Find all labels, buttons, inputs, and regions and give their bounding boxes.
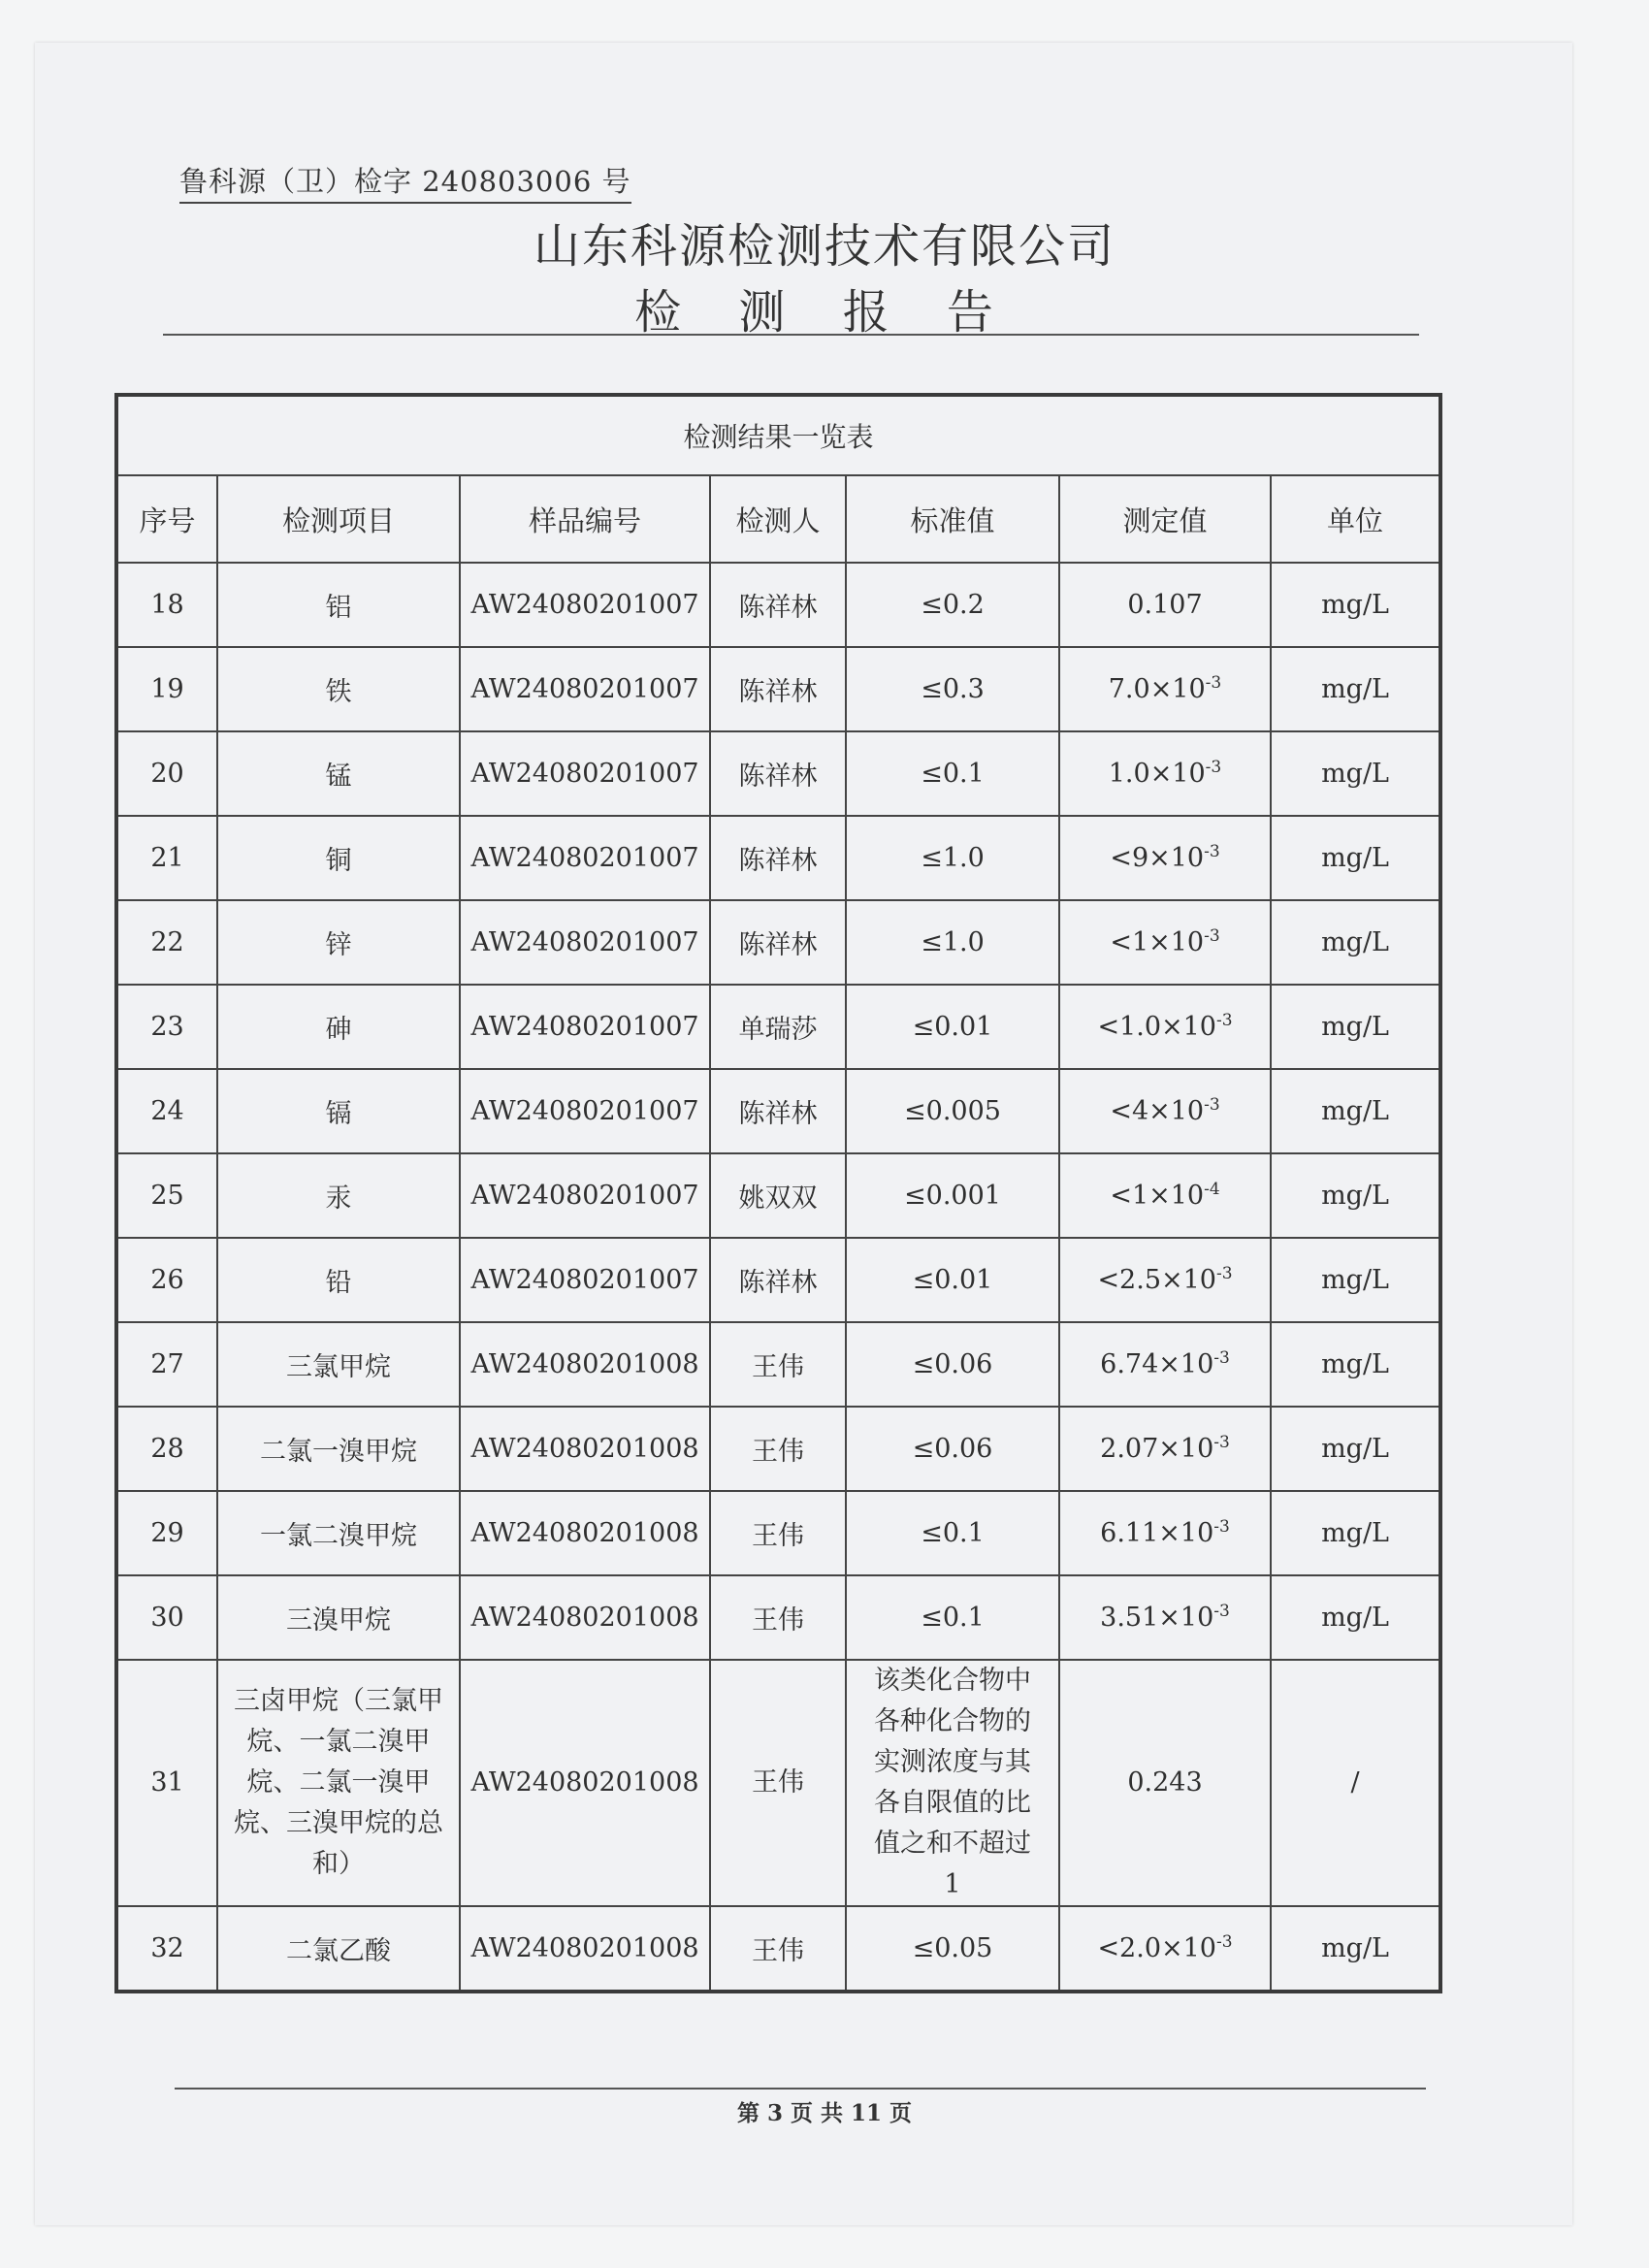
cell-no: 22	[116, 900, 217, 985]
cell-item-line: 烷、二氯一溴甲	[246, 1767, 431, 1798]
cell-tester: 陈祥林	[710, 816, 846, 900]
report-reference-number: 鲁科源（卫）检字 240803006 号	[179, 160, 631, 204]
value-base: <2.5×10	[1097, 1265, 1216, 1295]
table-caption-row	[116, 395, 1440, 475]
cell-tester: 姚双双	[710, 1153, 846, 1238]
value-base: <1.0×10	[1097, 1012, 1216, 1042]
cell-item: 二氯一溴甲烷	[217, 1407, 460, 1491]
cell-unit: mg/L	[1271, 816, 1440, 900]
cell-value	[1059, 1238, 1271, 1322]
cell-no: 27	[116, 1322, 217, 1407]
cell-unit: mg/L	[1271, 1906, 1440, 1992]
value-base: 0.107	[1127, 590, 1203, 620]
table-caption: 检测结果一览表	[116, 395, 1440, 475]
value-exponent: -3	[1213, 1433, 1230, 1452]
cell-sample: AW24080201008	[460, 1322, 710, 1407]
cell-unit: mg/L	[1271, 1153, 1440, 1238]
cell-sample: AW24080201008	[460, 1491, 710, 1575]
cell-tester: 王伟	[710, 1906, 846, 1992]
footer-divider	[175, 2088, 1426, 2090]
cell-standard-line: 该类化合物中	[874, 1666, 1031, 1696]
table-row	[116, 731, 1440, 816]
cell-sample: AW24080201007	[460, 563, 710, 647]
cell-value	[1059, 731, 1271, 816]
value-exponent: -3	[1204, 1095, 1220, 1115]
col-header-standard: 标准值	[846, 475, 1059, 563]
cell-item: 铅	[217, 1238, 460, 1322]
cell-sample: AW24080201007	[460, 1238, 710, 1322]
value-base: <1×10	[1110, 1181, 1205, 1211]
cell-unit: mg/L	[1271, 563, 1440, 647]
cell-sample: AW24080201007	[460, 647, 710, 731]
value-base: 2.07×10	[1100, 1434, 1214, 1464]
cell-no: 31	[116, 1660, 217, 1906]
value-base: <2.0×10	[1097, 1933, 1216, 1963]
cell-standard: ≤0.06	[846, 1407, 1059, 1491]
table-row	[116, 1322, 1440, 1407]
cell-no: 29	[116, 1491, 217, 1575]
cell-standard: ≤0.3	[846, 647, 1059, 731]
cell-unit: mg/L	[1271, 900, 1440, 985]
table-row	[116, 1407, 1440, 1491]
cell-tester: 单瑞莎	[710, 985, 846, 1069]
table-header-row	[116, 475, 1440, 563]
cell-standard: ≤0.001	[846, 1153, 1059, 1238]
page-number: 第 3 页 共 11 页	[736, 2100, 913, 2126]
value-base: 1.0×10	[1108, 759, 1206, 789]
value-exponent: -3	[1205, 758, 1222, 777]
cell-standard-line: 各种化合物的	[874, 1706, 1031, 1736]
cell-unit: mg/L	[1271, 1407, 1440, 1491]
cell-unit: mg/L	[1271, 731, 1440, 816]
cell-value	[1059, 1407, 1271, 1491]
value-exponent: -4	[1204, 1180, 1220, 1199]
cell-value	[1059, 1906, 1271, 1992]
cell-standard: ≤0.01	[846, 985, 1059, 1069]
cell-tester: 陈祥林	[710, 647, 846, 731]
cell-standard: ≤0.1	[846, 731, 1059, 816]
table-row	[116, 1906, 1440, 1992]
cell-no: 30	[116, 1575, 217, 1660]
cell-unit: mg/L	[1271, 1575, 1440, 1660]
cell-no: 19	[116, 647, 217, 731]
value-exponent: -3	[1213, 1348, 1230, 1368]
col-header-no: 序号	[116, 475, 217, 563]
cell-sample: AW24080201008	[460, 1575, 710, 1660]
cell-standard-line: 各自限值的比	[874, 1788, 1031, 1818]
value-exponent: -3	[1213, 1602, 1230, 1621]
cell-item: 汞	[217, 1153, 460, 1238]
cell-item	[217, 1660, 460, 1906]
cell-no: 23	[116, 985, 217, 1069]
table-row	[116, 816, 1440, 900]
cell-standard-line: 实测浓度与其	[874, 1747, 1031, 1777]
cell-standard: ≤1.0	[846, 816, 1059, 900]
cell-item: 铁	[217, 647, 460, 731]
value-base: <1×10	[1110, 927, 1205, 957]
table-row	[116, 647, 1440, 731]
table-row	[116, 1238, 1440, 1322]
col-header-unit: 单位	[1271, 475, 1440, 563]
col-header-tester: 检测人	[710, 475, 846, 563]
cell-item: 三氯甲烷	[217, 1322, 460, 1407]
cell-sample: AW24080201007	[460, 1153, 710, 1238]
cell-unit: mg/L	[1271, 1238, 1440, 1322]
cell-no: 25	[116, 1153, 217, 1238]
header-divider	[163, 334, 1419, 336]
cell-standard: ≤0.01	[846, 1238, 1059, 1322]
cell-standard: ≤0.06	[846, 1322, 1059, 1407]
table-body	[116, 563, 1440, 1660]
cell-tester: 陈祥林	[710, 900, 846, 985]
cell-sample: AW24080201008	[460, 1906, 710, 1992]
cell-sample: AW24080201008	[460, 1660, 710, 1906]
cell-standard: ≤1.0	[846, 900, 1059, 985]
table-row	[116, 1575, 1440, 1660]
cell-no: 32	[116, 1906, 217, 1992]
cell-standard: ≤0.05	[846, 1906, 1059, 1992]
value-exponent: -3	[1204, 926, 1220, 946]
cell-unit: /	[1271, 1660, 1440, 1906]
cell-tester: 王伟	[710, 1575, 846, 1660]
cell-no: 28	[116, 1407, 217, 1491]
report-title: 检 测 报 告	[634, 285, 1015, 340]
cell-value	[1059, 900, 1271, 985]
table-row	[116, 563, 1440, 647]
cell-item: 锰	[217, 731, 460, 816]
value-exponent: -3	[1213, 1517, 1230, 1537]
cell-sample: AW24080201007	[460, 731, 710, 816]
value-exponent: -3	[1205, 673, 1222, 693]
cell-item: 一氯二溴甲烷	[217, 1491, 460, 1575]
cell-no: 21	[116, 816, 217, 900]
cell-item: 二氯乙酸	[217, 1906, 460, 1992]
cell-value: 0.243	[1059, 1660, 1271, 1906]
cell-standard-line: 1	[944, 1869, 961, 1899]
cell-tester: 陈祥林	[710, 1069, 846, 1153]
cell-value	[1059, 985, 1271, 1069]
cell-sample: AW24080201007	[460, 985, 710, 1069]
cell-unit: mg/L	[1271, 985, 1440, 1069]
cell-value	[1059, 1153, 1271, 1238]
cell-tester: 陈祥林	[710, 563, 846, 647]
value-exponent: -3	[1215, 1264, 1233, 1283]
value-base: <4×10	[1110, 1096, 1205, 1126]
cell-standard: ≤0.1	[846, 1491, 1059, 1575]
cell-value	[1059, 563, 1271, 647]
cell-value	[1059, 1322, 1271, 1407]
cell-standard-line: 值之和不超过	[874, 1829, 1031, 1859]
cell-unit: mg/L	[1271, 647, 1440, 731]
cell-item-line: 烷、一氯二溴甲	[246, 1727, 431, 1757]
cell-tester: 陈祥林	[710, 731, 846, 816]
cell-unit: mg/L	[1271, 1491, 1440, 1575]
cell-item: 镉	[217, 1069, 460, 1153]
value-base: <9×10	[1110, 843, 1205, 873]
table-row	[116, 1660, 1440, 1906]
col-header-sample: 样品编号	[460, 475, 710, 563]
value-base: 6.11×10	[1100, 1518, 1214, 1548]
cell-no: 24	[116, 1069, 217, 1153]
value-exponent: -3	[1215, 1932, 1233, 1952]
cell-value	[1059, 816, 1271, 900]
table-row	[116, 985, 1440, 1069]
cell-tester: 王伟	[710, 1322, 846, 1407]
cell-standard: ≤0.005	[846, 1069, 1059, 1153]
cell-unit: mg/L	[1271, 1322, 1440, 1407]
cell-value	[1059, 647, 1271, 731]
cell-item: 砷	[217, 985, 460, 1069]
cell-standard: ≤0.2	[846, 563, 1059, 647]
table-row	[116, 900, 1440, 985]
cell-no: 26	[116, 1238, 217, 1322]
table-row	[116, 1491, 1440, 1575]
table-row	[116, 1069, 1440, 1153]
cell-tester: 王伟	[710, 1491, 846, 1575]
col-header-item: 检测项目	[217, 475, 460, 563]
value-exponent: -3	[1204, 842, 1220, 861]
cell-sample: AW24080201007	[460, 900, 710, 985]
cell-item-line: 和）	[312, 1849, 365, 1879]
cell-item-line: 三卤甲烷（三氯甲	[234, 1686, 443, 1716]
cell-item-line: 烷、三溴甲烷的总	[234, 1808, 443, 1838]
cell-item: 三溴甲烷	[217, 1575, 460, 1660]
cell-item: 铝	[217, 563, 460, 647]
cell-value	[1059, 1575, 1271, 1660]
cell-no: 20	[116, 731, 217, 816]
cell-value	[1059, 1491, 1271, 1575]
cell-standard	[846, 1660, 1059, 1906]
cell-standard: ≤0.1	[846, 1575, 1059, 1660]
cell-item: 铜	[217, 816, 460, 900]
cell-value	[1059, 1069, 1271, 1153]
cell-item: 锌	[217, 900, 460, 985]
cell-tester: 陈祥林	[710, 1238, 846, 1322]
value-base: 6.74×10	[1100, 1349, 1214, 1379]
table-row	[116, 1153, 1440, 1238]
value-exponent: -3	[1215, 1011, 1233, 1030]
cell-sample: AW24080201007	[460, 1069, 710, 1153]
results-table	[114, 393, 1442, 1993]
cell-unit: mg/L	[1271, 1069, 1440, 1153]
value-base: 7.0×10	[1108, 674, 1206, 704]
cell-no: 18	[116, 563, 217, 647]
col-header-value: 测定值	[1059, 475, 1271, 563]
cell-sample: AW24080201008	[460, 1407, 710, 1491]
cell-sample: AW24080201007	[460, 816, 710, 900]
cell-tester: 王伟	[710, 1407, 846, 1491]
value-base: 3.51×10	[1100, 1603, 1214, 1633]
cell-tester: 王伟	[710, 1660, 846, 1906]
company-name: 山东科源检测技术有限公司	[533, 219, 1116, 274]
